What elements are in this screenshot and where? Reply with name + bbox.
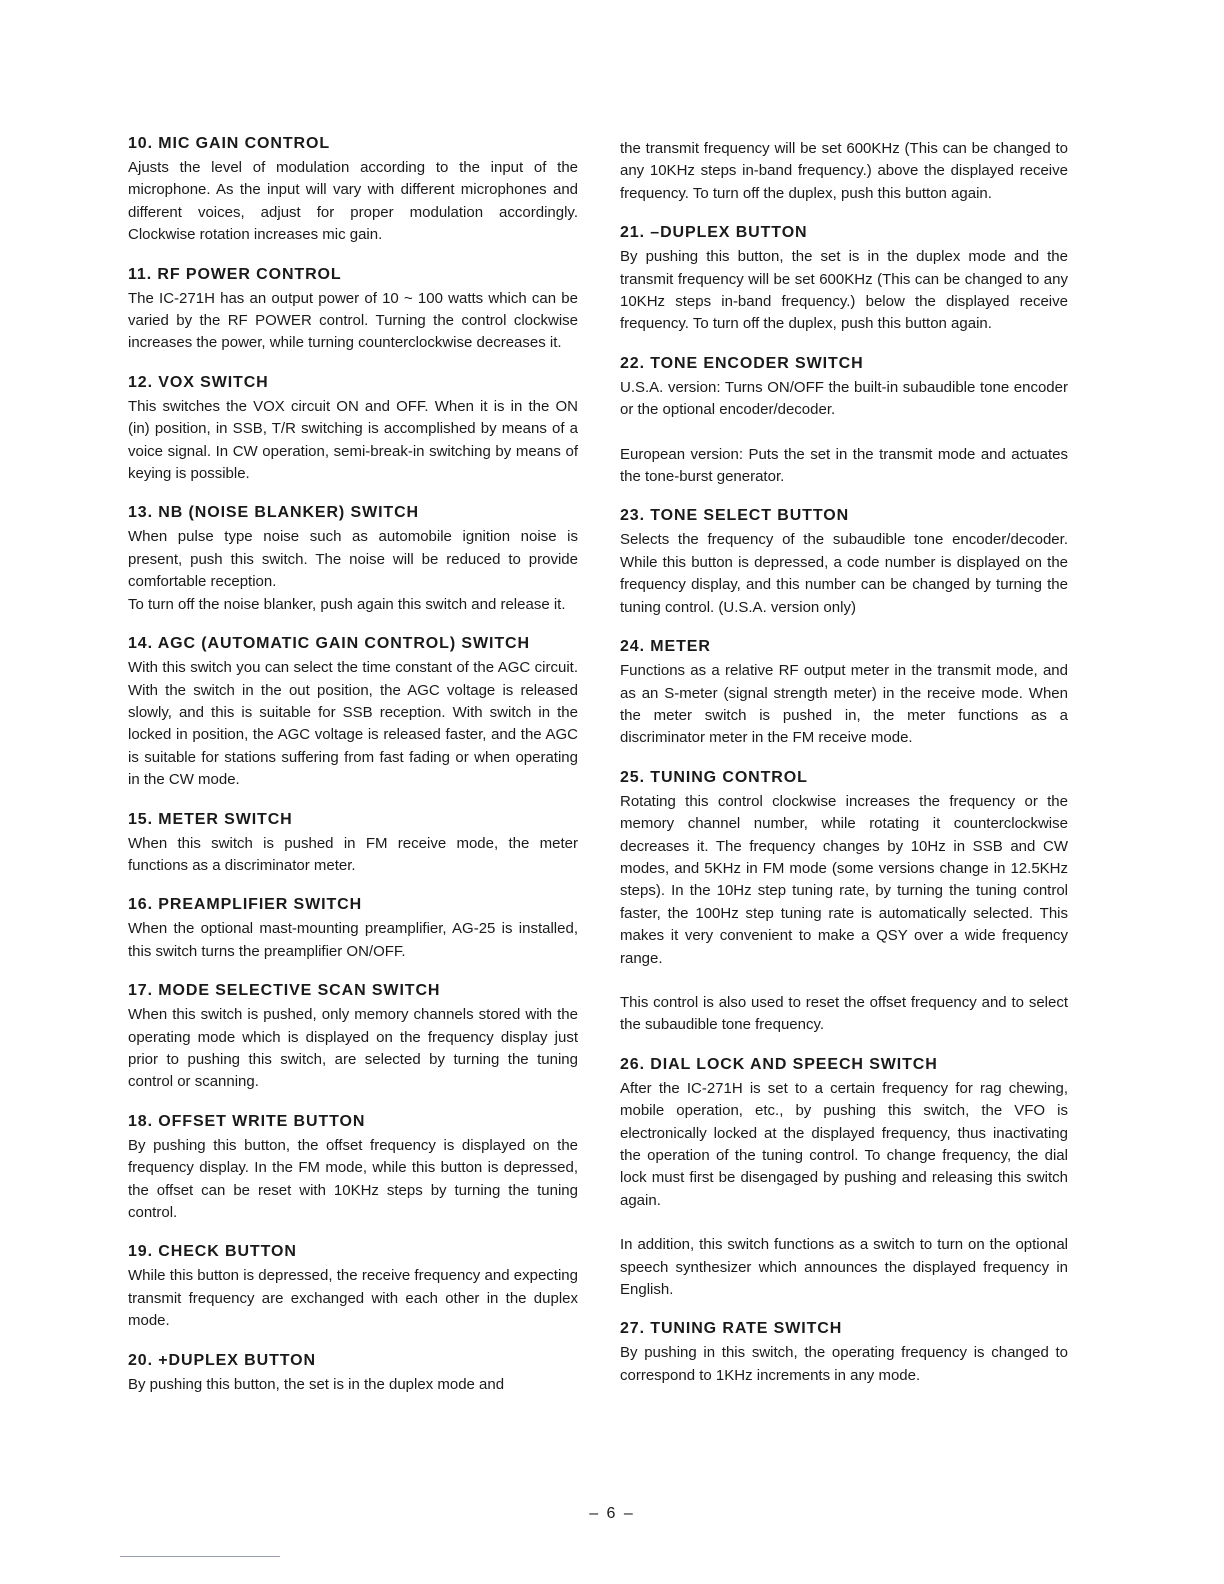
- section-plus-duplex-continued: [620, 138, 1068, 205]
- section-paragraph: By pushing this button, the offset frequency is displayed on the frequency display. In the FM mode, while this button is depressed, the offset can be reset with 10KHz steps by turning the tuning control.: [128, 1136, 578, 1221]
- section-heading: 15. METER SWITCH: [128, 810, 293, 828]
- section-paragraph: To turn off the noise blanker, push again this switch and release it.: [128, 595, 566, 613]
- section-paragraph: This control is also used to reset the offset frequency and to select the subaudible tone frequency.: [620, 993, 1068, 1034]
- section-paragraph: By pushing in this switch, the operating frequency is changed to correspond to 1KHz increments in any mode.: [620, 1344, 1068, 1384]
- section-heading: 20. +DUPLEX BUTTON: [128, 1351, 316, 1369]
- section-heading: 19. CHECK BUTTON: [128, 1243, 297, 1261]
- section-paragraph: With this switch you can select the time constant of the AGC circuit. With the switch in the out position, the AGC voltage is released slowly, and this is suitable for SSB reception. With switch in the locked in position, the AGC voltage is released faster, and the AGC is suitable for stations suffering from fast fading or when operating in the CW mode.: [128, 659, 578, 789]
- section-paragraph: Functions as a relative RF output meter in the transmit mode, and as an S-meter (signal strength meter) in the receive mode. When the meter switch is pushed in, the meter functions as a discriminator meter in the FM receive mode.: [620, 662, 1068, 747]
- section-mode-selective-scan-switch: [128, 980, 578, 1094]
- section-paragraph: After the IC-271H is set to a certain frequency for rag chewing, mobile operation, etc., by pushing this switch, the VFO is electronically locked at the displayed frequency, thus inactivating the operation of the tuning control. To change frequency, the dial lock must first be disengaged by pushing and releasing this switch again.: [620, 1079, 1068, 1209]
- section-paragraph: The IC-271H has an output power of 10 ~ 100 watts which can be varied by the RF POWER control. Turning the control clockwise increases the power, while turning counterclockwise decreases it.: [128, 289, 578, 352]
- section-agc-switch: [128, 633, 578, 791]
- section-minus-duplex-button: [620, 222, 1068, 336]
- section-heading: 12. VOX SWITCH: [128, 373, 269, 391]
- section-mic-gain-control: [128, 133, 578, 247]
- section-heading: 26. DIAL LOCK AND SPEECH SWITCH: [620, 1055, 938, 1073]
- section-paragraph: European version: Puts the set in the transmit mode and actuates the tone-burst generator.: [620, 445, 1068, 486]
- section-heading: 23. TONE SELECT BUTTON: [620, 507, 850, 525]
- section-heading: 14. AGC (AUTOMATIC GAIN CONTROL) SWITCH: [128, 635, 530, 653]
- section-heading: 10. MIC GAIN CONTROL: [128, 135, 331, 152]
- section-paragraph: When the optional mast-mounting preamplifier, AG-25 is installed, this switch turns the preamplifier ON/OFF.: [128, 920, 578, 960]
- section-meter-switch: [128, 809, 578, 878]
- section-paragraph: By pushing this button, the set is in the duplex mode and the transmit frequency will be set 600KHz (This can be changed to any 10KHz steps in-band frequency.) below the displayed receive frequency. To turn off the duplex, push this button again.: [620, 248, 1068, 333]
- section-tone-encoder-switch: [620, 353, 1068, 489]
- section-paragraph: When this switch is pushed, only memory channels stored with the operating mode which is displayed on the frequency display just prior to pushing this switch, are selected by turning the tuning control or scanning.: [128, 1006, 578, 1091]
- section-tuning-rate-switch: [620, 1318, 1068, 1387]
- section-paragraph: When this switch is pushed in FM receive mode, the meter functions as a discriminator meter.: [128, 834, 578, 874]
- section-paragraph: the transmit frequency will be set 600KHz (This can be changed to any 10KHz steps in-band frequency.) above the displayed receive frequency. To turn off the duplex, push this button again.: [620, 140, 1068, 202]
- section-heading: 21. –DUPLEX BUTTON: [620, 224, 808, 242]
- section-paragraph: In addition, this switch functions as a switch to turn on the optional speech synthesizer which announces the displayed frequency in English.: [620, 1236, 1068, 1299]
- section-offset-write-button: [128, 1111, 578, 1225]
- section-preamplifier-switch: [128, 894, 578, 963]
- section-heading: 25. TUNING CONTROL: [620, 768, 808, 786]
- section-paragraph: Rotating this control clockwise increases the frequency or the memory channel number, while rotating it counterclockwise decreases it. The frequency changes by 10Hz in SSB and CW modes, and 5KHz in FM mode (some versions change in 12.5KHz steps). In the 10Hz step tuning rate, by turning the tuning control faster, the 100Hz step tuning rate is automatically selected. This makes it very convenient to make a QSY over a wide frequency range.: [620, 792, 1068, 967]
- section-noise-blanker-switch: [128, 502, 578, 616]
- section-paragraph: When pulse type noise such as automobile ignition noise is present, push this switch. The noise will be reduced to provide comfortable reception.: [128, 528, 578, 591]
- section-tuning-control: [620, 767, 1068, 1037]
- section-paragraph: While this button is depressed, the receive frequency and expecting transmit frequency are exchanged with each other in the duplex mode.: [128, 1267, 578, 1330]
- section-heading: 11. RF POWER CONTROL: [128, 265, 342, 283]
- section-vox-switch: [128, 372, 578, 486]
- section-paragraph: Ajusts the level of modulation according to the input of the microphone. As the input will vary with different microphones and different voices, adjust for proper modulation accordingly. Clockwise rotation increases mic gain.: [128, 159, 578, 244]
- section-plus-duplex-button: [128, 1350, 578, 1396]
- scan-edge-line: [120, 1556, 280, 1557]
- left-column: [128, 133, 578, 1413]
- section-paragraph: By pushing this button, the set is in the duplex mode and: [128, 1375, 505, 1393]
- section-paragraph: Selects the frequency of the subaudible tone encoder/decoder. While this button is depressed, a code number is displayed on the frequency display, and this number can be changed by turning the tuning control. (U.S.A. version only): [620, 531, 1068, 616]
- section-heading: 13. NB (NOISE BLANKER) SWITCH: [128, 504, 419, 522]
- section-check-button: [128, 1241, 578, 1332]
- section-heading: 16. PREAMPLIFIER SWITCH: [128, 896, 363, 914]
- section-heading: 27. TUNING RATE SWITCH: [620, 1320, 843, 1338]
- section-paragraph: This switches the VOX circuit ON and OFF. When it is in the ON (in) position, in SSB, T/R switching is accomplished by means of a voice signal. In CW operation, semi-break-in switching by means of keying is possible.: [128, 397, 578, 483]
- page-number: – 6 –: [589, 1505, 635, 1522]
- section-heading: 24. METER: [620, 638, 711, 656]
- section-dial-lock-and-speech-switch: [620, 1054, 1068, 1302]
- section-heading: 17. MODE SELECTIVE SCAN SWITCH: [128, 982, 441, 1000]
- section-heading: 22. TONE ENCODER SWITCH: [620, 354, 864, 372]
- right-column: [620, 138, 1068, 1404]
- section-heading: 18. OFFSET WRITE BUTTON: [128, 1112, 366, 1130]
- section-rf-power-control: [128, 264, 578, 355]
- section-paragraph: U.S.A. version: Turns ON/OFF the built-in subaudible tone encoder or the optional encoder/decoder.: [620, 378, 1068, 419]
- section-meter: [620, 636, 1068, 750]
- section-tone-select-button: [620, 505, 1068, 619]
